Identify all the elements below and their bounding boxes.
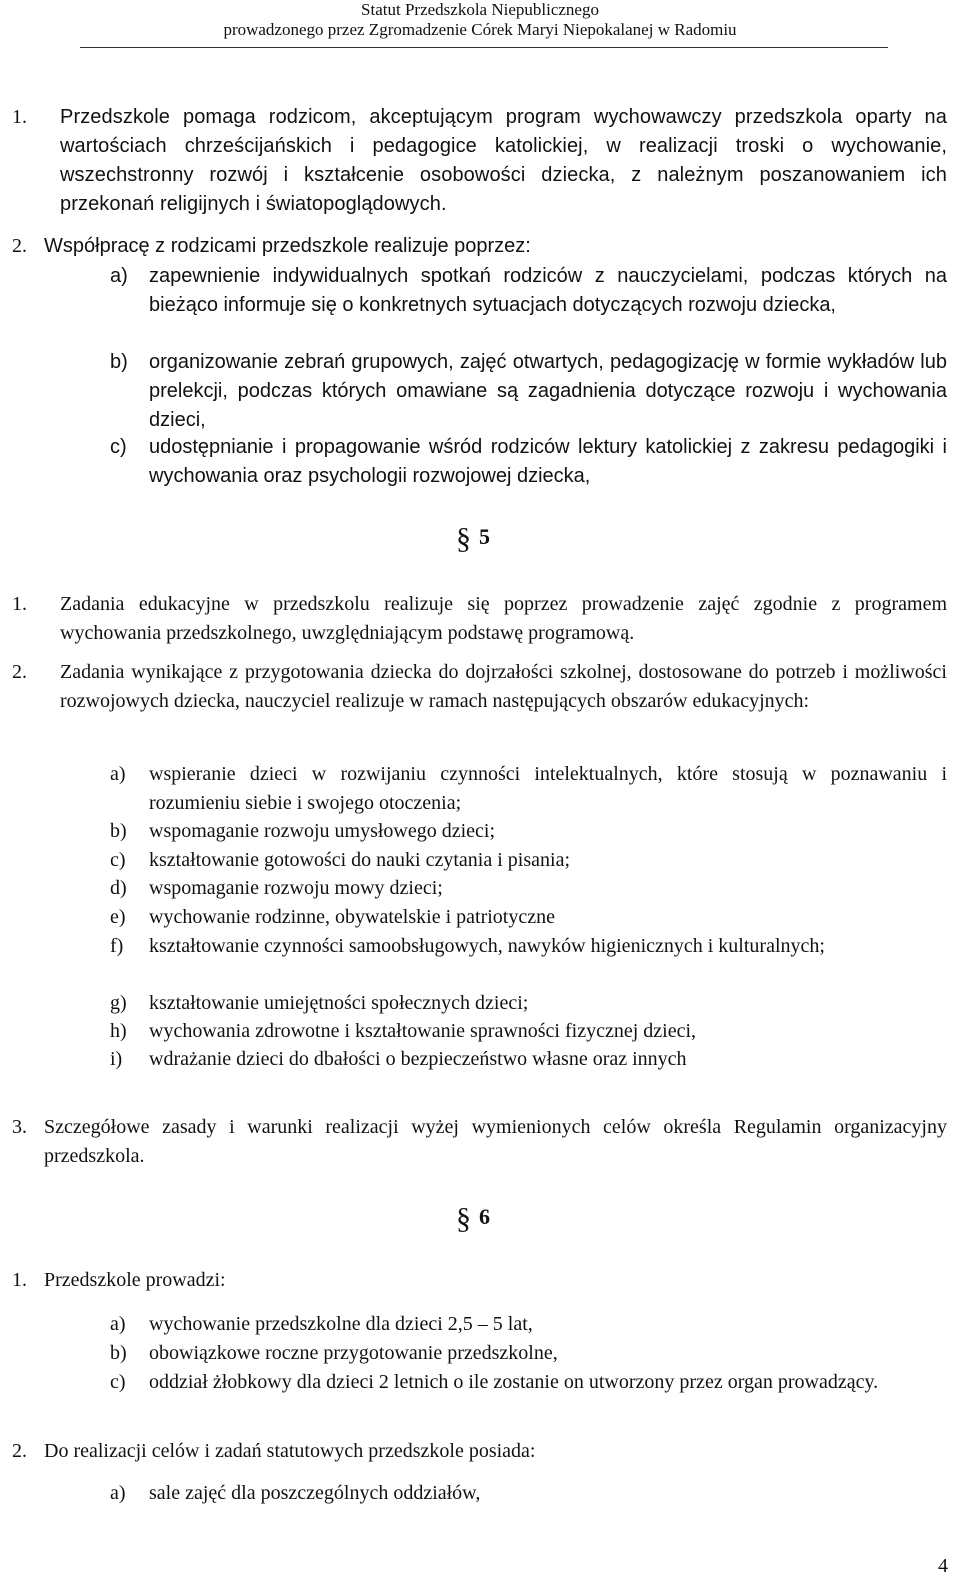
- list-item-label: c): [110, 436, 127, 458]
- list-item-label: c): [110, 849, 126, 871]
- paragraph-number: 1.: [12, 593, 27, 615]
- list-item-text: wdrażanie dzieci do dbałości o bezpieczeństwo własne oraz innych: [149, 1048, 687, 1070]
- section-heading: [456, 1200, 490, 1235]
- paragraph-text: Zadania wynikające z przygotowania dziecka do dojrzałości szkolnej, dostosowane do potrzeb i możliwości rozwojowych dziecka, nauczyciel realizuje w ramach następujących obszarów edukacyjnych:: [60, 661, 947, 712]
- list-item-text: kształtowanie czynności samoobsługowych, nawyków higienicznych i kulturalnych;: [149, 935, 825, 957]
- list-item-text: wychowanie rodzinne, obywatelskie i patriotyczne: [149, 906, 555, 928]
- paragraph-number: 3.: [12, 1116, 27, 1138]
- paragraph-text: Szczegółowe zasady i warunki realizacji wyżej wymienionych celów określa Regulamin organizacyjny przedszkola.: [44, 1116, 947, 1167]
- header-subtitle: prowadzonego przez Zgromadzenie Córek Maryi Niepokalanej w Radomiu: [223, 20, 737, 39]
- list-item-label: b): [110, 351, 128, 373]
- paragraph-text: Współpracę z rodzicami przedszkole realizuje poprzez:: [44, 235, 531, 257]
- section-number: 6: [479, 1204, 490, 1229]
- list-item-text: sale zajęć dla poszczególnych oddziałów,: [149, 1482, 481, 1504]
- list-item-text: wspomaganie rozwoju umysłowego dzieci;: [149, 820, 496, 842]
- header-title: Statut Przedszkola Niepublicznego: [361, 0, 599, 19]
- list-item-label: a): [110, 1313, 126, 1335]
- section-number: 5: [479, 524, 490, 549]
- list-item-text: kształtowanie umiejętności społecznych dzieci;: [149, 992, 529, 1014]
- section-symbol: §: [456, 522, 471, 555]
- list-item-text: obowiązkowe roczne przygotowanie przedszkolne,: [149, 1342, 558, 1364]
- paragraph-text: Przedszkole pomaga rodzicom, akceptującym program wychowawczy przedszkola oparty na wartościach chrześcijańskich i pedagogice katolickiej, w realizacji troski o wychowanie, wszechstronny rozwój i kształcenie osobowości dziecka, z należnym poszanowaniem ich przekonań religijnych i światopoglądowych.: [60, 106, 947, 215]
- list-item-text: wspieranie dzieci w rozwijaniu czynności intelektualnych, które stosują w poznawaniu i rozumieniu siebie i swojego otoczenia;: [149, 763, 947, 814]
- list-item-text: oddział żłobkowy dla dzieci 2 letnich o ile zostanie on utworzony przez organ prowadzący.: [149, 1371, 879, 1393]
- list-item-label: g): [110, 992, 127, 1014]
- list-item-label: i): [110, 1048, 123, 1070]
- list-item-text: udostępnianie i propagowanie wśród rodziców lektury katolickiej z zakresu pedagogiki i wychowania oraz psychologii rozwojowej dziecka,: [149, 436, 947, 487]
- list-item-text: wychowanie przedszkolne dla dzieci 2,5 – 5 lat,: [149, 1313, 533, 1335]
- paragraph-text: Do realizacji celów i zadań statutowych przedszkole posiada:: [44, 1440, 536, 1462]
- paragraph-number: 1.: [12, 106, 27, 128]
- paragraph-number: 2.: [12, 1440, 27, 1462]
- list-item-text: zapewnienie indywidualnych spotkań rodziców z nauczycielami, podczas których na bieżąco informuje się o konkretnych sytuacjach dotyczących rozwoju dziecka,: [149, 265, 947, 316]
- list-item-label: a): [110, 763, 126, 785]
- section-heading: [456, 520, 490, 555]
- page-number: 4: [938, 1555, 948, 1577]
- list-item-label: b): [110, 1342, 127, 1364]
- list-item-text: wspomaganie rozwoju mowy dzieci;: [149, 877, 443, 899]
- header-rule: [80, 47, 888, 48]
- list-item-label: b): [110, 820, 127, 842]
- paragraph-text: Przedszkole prowadzi:: [44, 1269, 226, 1291]
- section-symbol: §: [456, 1202, 471, 1235]
- list-item-text: wychowania zdrowotne i kształtowanie sprawności fizycznej dzieci,: [149, 1020, 697, 1042]
- list-item-label: a): [110, 265, 128, 287]
- paragraph-text: Zadania edukacyjne w przedszkolu realizuje się poprzez prowadzenie zajęć zgodnie z programem wychowania przedszkolnego, uwzględniającym podstawę programową.: [60, 593, 947, 644]
- list-item-text: organizowanie zebrań grupowych, zajęć otwartych, pedagogizację w formie wykładów lub prelekcji, podczas których omawiane są zagadnienia dotyczące rozwoju i wychowania dzieci,: [149, 351, 947, 431]
- list-item-label: a): [110, 1482, 126, 1504]
- paragraph-number: 1.: [12, 1269, 27, 1291]
- list-item-label: c): [110, 1371, 126, 1393]
- list-item-label: f): [110, 935, 124, 957]
- list-item-label: d): [110, 877, 127, 899]
- list-item-text: kształtowanie gotowości do nauki czytania i pisania;: [149, 849, 570, 871]
- paragraph-number: 2.: [12, 661, 27, 683]
- paragraph-number: 2.: [12, 235, 27, 257]
- list-item-label: e): [110, 906, 126, 928]
- list-item-label: h): [110, 1020, 127, 1042]
